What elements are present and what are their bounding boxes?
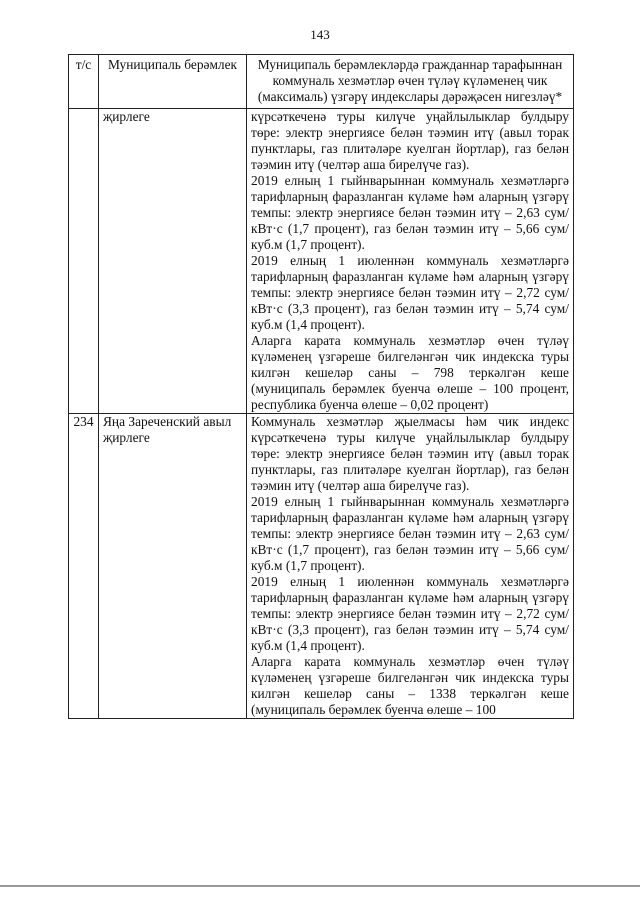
row-number (69, 109, 99, 414)
header-number: т/с (69, 55, 99, 109)
table-header-row (69, 55, 574, 109)
description-paragraph: Аларга карата коммуналь хезмәтләр өчен түләү күләменең үзгәреше билгеләнгән чик индекска туры килгән кешеләр саны – 798 теркәлгән кеше (муниципаль берәмлек буенча өлеше – 100 процент, республика буенча өлеше – 0,02 процент) (251, 333, 569, 412)
row-description (247, 414, 574, 719)
row-description (247, 109, 574, 414)
description-paragraph: күрсәткеченә туры килүче уңайлылыклар булдыру төре: электр энергиясе белән тәэмин итү (авыл торак пунктлары, газ плитәләре куелган йортлар), газ белән тәэмин итү (челтәр аша бирелүче газ). (251, 109, 569, 172)
description-paragraph: Аларга карата коммуналь хезмәтләр өчен түләү күләменең үзгәреше билгеләнгән чик индекска туры килгән кешеләр саны – 1338 теркәлгән кеше (муниципаль берәмлек буенча өлеше – 100 (251, 654, 569, 717)
description-paragraph: 2019 елның 1 гыйнварыннан коммуналь хезмәтләргә тарифларның фаразланган күләме һәм аларның үзгәрү темпы: электр энергиясе белән тәэмин итү – 2,63 сум/кВт·с (1,7 процент), газ белән тәэмин итү – 5,66 сум/куб.м (1,7 процент). (251, 494, 569, 573)
description-paragraph: 2019 елның 1 июленнән коммуналь хезмәтләргә тарифларның фаразланган күләме һәм аларның үзгәрү темпы: электр энергиясе белән тәэмин итү – 2,72 сум/кВт·с (3,3 процент), газ белән тәэмин итү – 5,74 сум/куб.м (1,4 процент). (251, 253, 569, 332)
tariff-table (68, 54, 574, 719)
description-paragraph: 2019 елның 1 июленнән коммуналь хезмәтләргә тарифларның фаразланган күләме һәм аларның үзгәрү темпы: электр энергиясе белән тәэмин итү – 2,72 сум/кВт·с (3,3 процент), газ белән тәэмин итү – 5,74 сум/куб.м (1,4 процент). (251, 574, 569, 653)
description-paragraph: 2019 елның 1 гыйнварыннан коммуналь хезмәтләргә тарифларның фаразланган күләме һәм аларның үзгәрү темпы: электр энергиясе белән тәэмин итү – 2,63 сум/кВт·с (1,7 процент), газ белән тәэмин итү – 5,66 сум/куб.м (1,7 процент). (251, 173, 569, 252)
table-row (69, 109, 574, 414)
header-description: Муниципаль берәмлекләрдә гражданнар тарафыннан коммуналь хезмәтләр өчен түләү күләменең чик (максималь) үзгәрү индекслары дәрәҗәсен нигезләү* (247, 55, 574, 109)
scan-edge-line (0, 885, 640, 887)
row-municipality: җирлеге (99, 109, 247, 414)
header-municipality: Муниципаль берәмлек (99, 55, 247, 109)
description-paragraph: Коммуналь хезмәтләр җыелмасы һәм чик индекс күрсәткеченә туры килүче уңайлылыклар булдыру төре: электр энергиясе белән тәэмин итү (авыл торак пунктлары, газ плитәләре куелган йортлар), газ белән тәэмин итү (челтәр аша бирелүче газ). (251, 414, 569, 493)
row-municipality: Яңа Зареченский авыл җирлеге (99, 414, 247, 719)
page-number: 143 (310, 27, 330, 42)
table-row (69, 414, 574, 719)
row-number: 234 (69, 414, 99, 719)
